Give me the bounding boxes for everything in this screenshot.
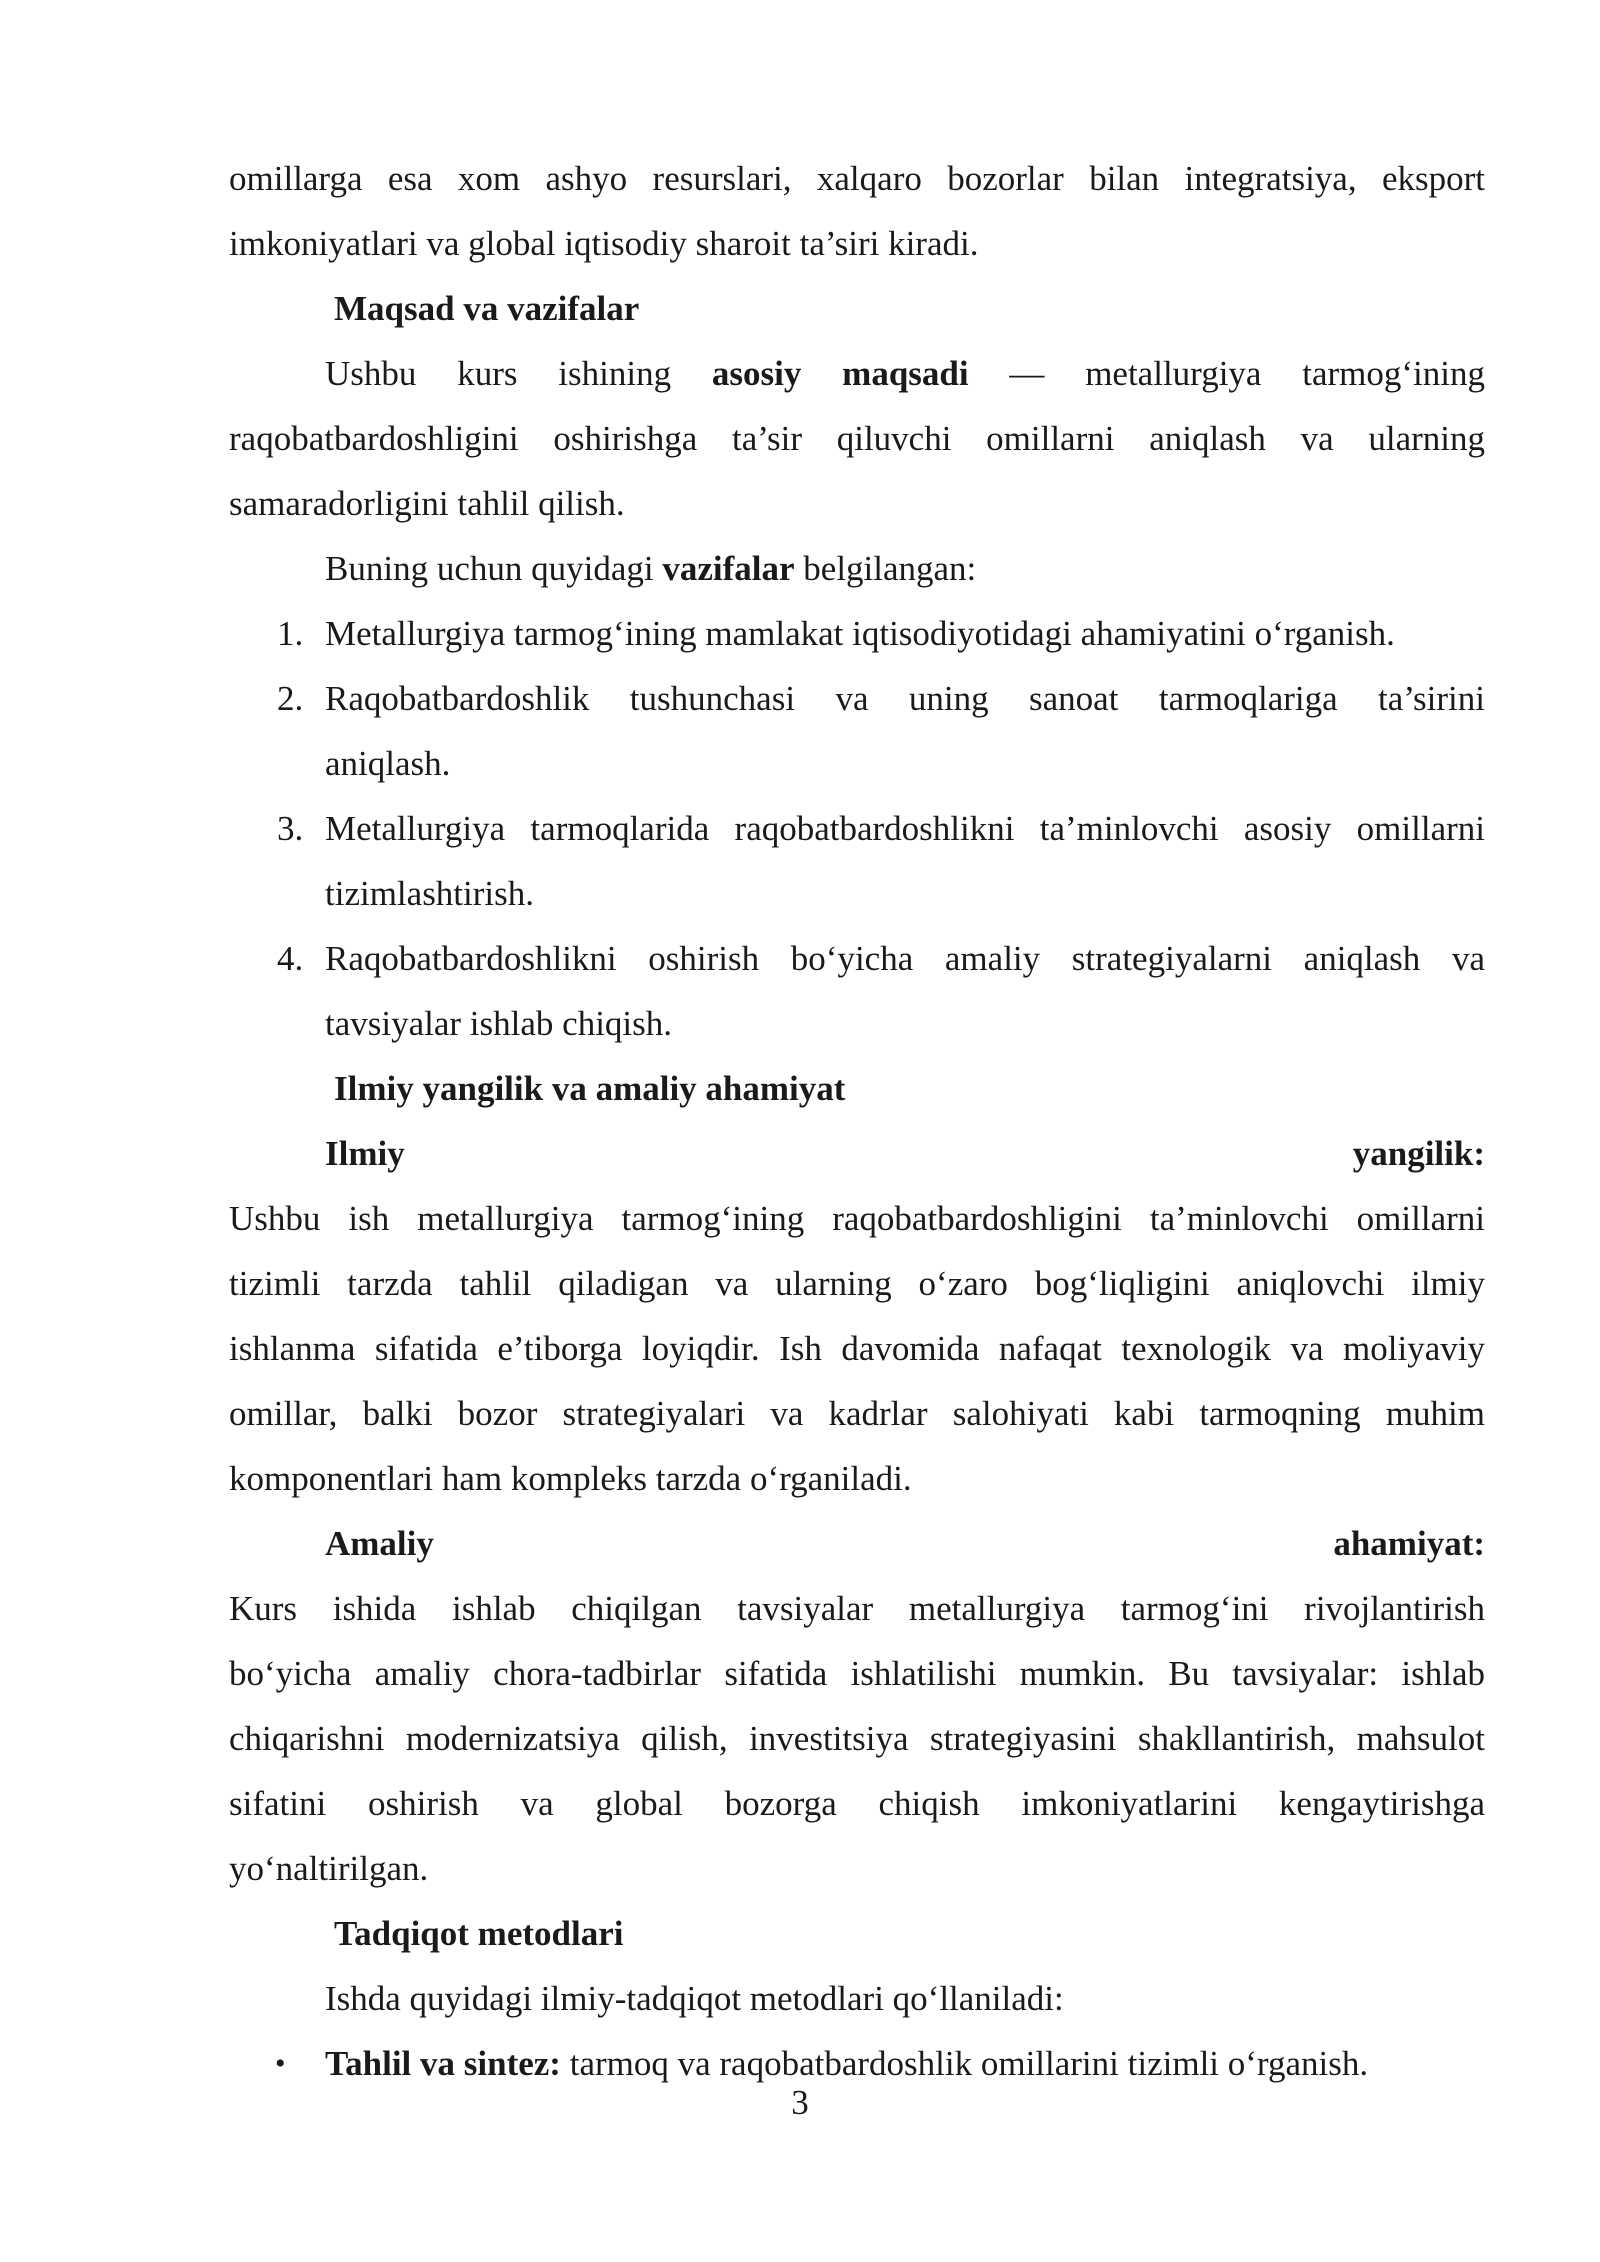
bold-text: vazifalar [662, 549, 795, 588]
list-number: 1. [277, 614, 304, 653]
text-run: Buning uchun quyidagi [325, 549, 663, 588]
subheading-right: ahamiyat: [1333, 1524, 1485, 1563]
list-item [229, 926, 1485, 1056]
subheading-practical-value [229, 1511, 1485, 1576]
subheading-scientific-novelty [229, 1121, 1485, 1186]
list-item-line: tavsiyalar ishlab chiqish. [325, 1004, 673, 1043]
paragraph-line: imkoniyatlari va global iqtisodiy sharoit ta’siri kiradi. [229, 224, 979, 263]
subheading-left: Ilmiy [325, 1134, 405, 1173]
list-number: 4. [277, 939, 304, 978]
page-body [229, 146, 1485, 2096]
section-heading-goals: Maqsad va vazifalar [334, 289, 640, 328]
bullet-icon: • [275, 2047, 286, 2080]
text-run: tarmoq va raqobatbardoshlik omillarini tizimli o‘rganish. [560, 2044, 1369, 2083]
paragraph-line: samaradorligini tahlil qilish. [229, 484, 625, 523]
paragraph-line: chiqarishni modernizatsiya qilish, investitsiya strategiyasini shakllantirish, mahsulot [229, 1719, 1485, 1758]
paragraph-line: Ishda quyidagi ilmiy-tadqiqot metodlari qo‘llaniladi: [325, 1979, 1064, 2018]
paragraph-line: omillarga esa xom ashyo resurslari, xalqaro bozorlar bilan integratsiya, eksport [229, 159, 1485, 198]
list-item-line: aniqlash. [325, 744, 451, 783]
text-run: Ushbu kurs ishining [325, 354, 712, 393]
list-number: 3. [277, 809, 304, 848]
page-number: 3 [791, 2083, 809, 2122]
text-run: — metallurgiya tarmog‘ining [968, 354, 1485, 393]
list-item [229, 666, 1485, 796]
paragraph-line: Ushbu ish metallurgiya tarmog‘ining raqobatbardoshligini ta’minlovchi omillarni [229, 1199, 1485, 1238]
list-item [229, 796, 1485, 926]
paragraph-line: yo‘naltirilgan. [229, 1849, 429, 1888]
bold-text: Tahlil va sintez: [325, 2044, 561, 2083]
section-heading-methods: Tadqiqot metodlari [334, 1914, 624, 1953]
paragraph-line: sifatini oshirish va global bozorga chiqish imkoniyatlarini kengaytirishga [229, 1784, 1485, 1823]
paragraph-line: raqobatbardoshligini oshirishga ta’sir qiluvchi omillarni aniqlash va ularning [229, 419, 1485, 458]
paragraph-line: Kurs ishida ishlab chiqilgan tavsiyalar metallurgiya tarmog‘ini rivojlantirish [229, 1589, 1485, 1628]
section-heading-novelty: Ilmiy yangilik va amaliy ahamiyat [334, 1069, 846, 1108]
paragraph-line [229, 341, 1485, 406]
list-item-line: Metallurgiya tarmoqlarida raqobatbardoshlikni ta’minlovchi asosiy omillarni [325, 809, 1485, 848]
list-item-line: Raqobatbardoshlikni oshirish bo‘yicha amaliy strategiyalarni aniqlash va [325, 939, 1485, 978]
list-item [229, 601, 1485, 666]
bold-text: asosiy maqsadi [711, 354, 969, 393]
paragraph-line: komponentlari ham kompleks tarzda o‘rganiladi. [229, 1459, 912, 1498]
subheading-right: yangilik: [1352, 1134, 1485, 1173]
subheading-left: Amaliy [325, 1524, 434, 1563]
paragraph-line: ishlanma sifatida e’tiborga loyiqdir. Ish davomida nafaqat texnologik va moliyaviy [229, 1329, 1485, 1368]
paragraph-line: tizimli tarzda tahlil qiladigan va ularning o‘zaro bog‘liqligini aniqlovchi ilmiy [229, 1264, 1485, 1303]
list-item-line: tizimlashtirish. [325, 874, 535, 913]
paragraph-line [229, 536, 1485, 601]
list-item-line: Raqobatbardoshlik tushunchasi va uning sanoat tarmoqlariga ta’sirini [325, 679, 1485, 718]
paragraph-line: bo‘yicha amaliy chora-tadbirlar sifatida ishlatilishi mumkin. Bu tavsiyalar: ishlab [229, 1654, 1485, 1693]
text-run: belgilangan: [794, 549, 977, 588]
list-number: 2. [277, 679, 304, 718]
paragraph-line: omillar, balki bozor strategiyalari va kadrlar salohiyati kabi tarmoqning muhim [229, 1394, 1485, 1433]
task-list [229, 601, 1485, 1056]
list-item-line: Metallurgiya tarmog‘ining mamlakat iqtisodiyotidagi ahamiyatini o‘rganish. [325, 614, 1395, 653]
